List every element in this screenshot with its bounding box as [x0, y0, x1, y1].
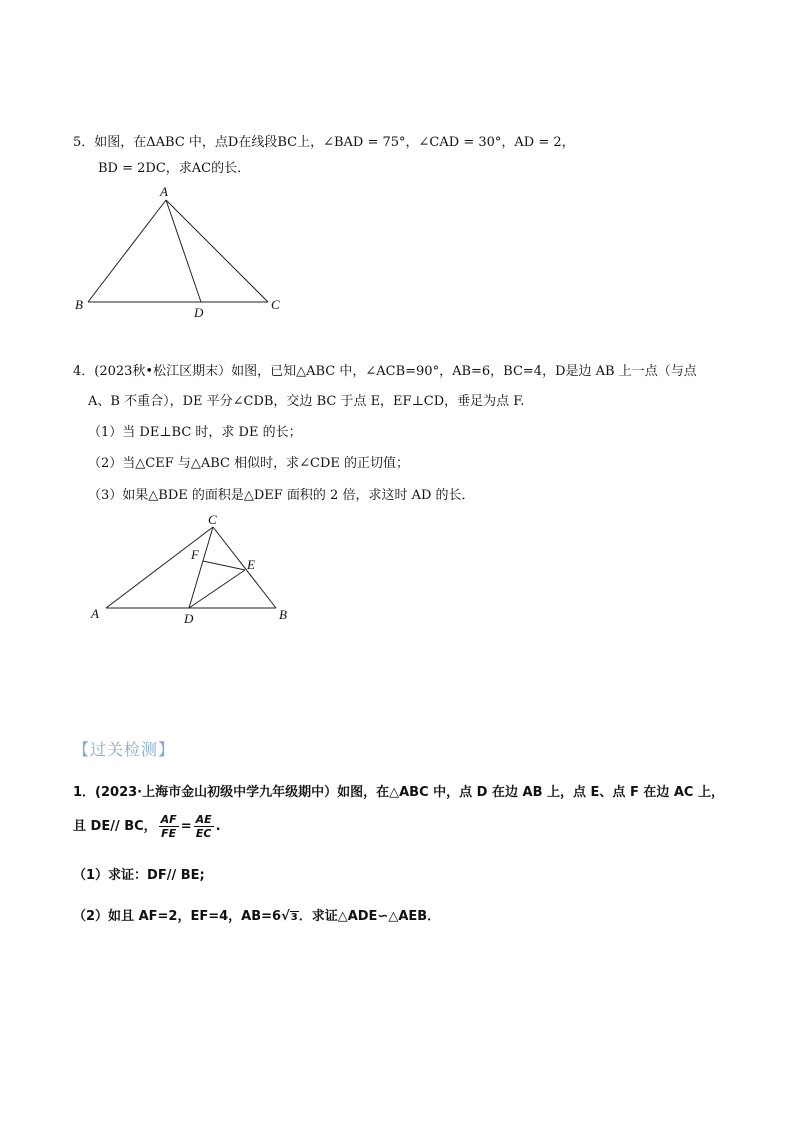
q4-segment-cd [189, 527, 213, 608]
q4-line1: 4．(2023秋•松江区期末）如图，已知△ABC 中，∠ACB=90°，AB=6，BC=4，D是边 AB 上一点（与点 [73, 364, 697, 379]
q4-label-f: F [191, 547, 199, 562]
p1-sub2-suffix: ．求证△ADE∽△AEB． [298, 909, 441, 924]
q4-sub2: （2）当△CEF 与△ABC 相似时，求∠CDE 的正切值； [88, 456, 410, 471]
q5-segment-ad [166, 200, 201, 302]
q4-label-d: D [184, 611, 194, 626]
p1-line2-suffix: . [215, 819, 221, 834]
q4-segment-de [189, 570, 245, 608]
q4-sub1: （1）当 DE⊥BC 时，求 DE 的长； [88, 425, 302, 440]
p1-frac1-den: FE [161, 827, 177, 840]
q4-figure [0, 500, 794, 640]
q5-label-d: D [194, 305, 204, 320]
q5-segment-ac [166, 200, 268, 302]
p1-fraction-af-fe [159, 813, 179, 840]
q5-figure [0, 0, 794, 340]
sqrt-sign-icon: √ [281, 909, 290, 924]
q4-segment-ef [203, 561, 245, 570]
p1-frac1-num: AF [160, 813, 177, 826]
p1-eq: = [180, 819, 192, 834]
q4-label-e: E [247, 557, 255, 572]
p1-fraction-ae-ec [194, 813, 214, 840]
q5-label-a: A [160, 184, 168, 199]
q4-label-a: A [91, 606, 99, 621]
p1-sqrt-value: 3 [290, 912, 298, 923]
section-title: 【过关检测】 [73, 740, 176, 759]
q5-label-b: B [75, 297, 83, 312]
q4-label-b: B [279, 607, 287, 622]
q4-line2: A、B 不重合），DE 平分∠CDB，交边 BC 于点 E，EF⊥CD，垂足为点 F. [88, 394, 525, 409]
q4-segment-cb [213, 527, 276, 608]
p1-line2 [73, 813, 221, 840]
p1-sub1: （1）求证：DF// BE; [73, 868, 205, 883]
p1-frac2-den: EC [195, 827, 212, 840]
q5-label-c: C [271, 297, 280, 312]
p1-sub2-prefix: （2）如且 AF=2，EF=4，AB=6 [73, 909, 282, 924]
p1-line2-prefix: 且 DE// BC， [73, 819, 157, 834]
q5-segment-ab [88, 200, 166, 302]
p1-sub2 [73, 905, 440, 924]
q4-label-c: C [208, 512, 217, 527]
p1-line1: 1．(2023·上海市金山初级中学九年级期中）如图，在△ABC 中，点 D 在边 AB 上，点 E、点 F 在边 AC 上， [73, 785, 724, 800]
q5-line1: 5．如图，在ΔABC 中，点D在线段BC上，∠BAD = 75°，∠CAD = 30°，AD = 2， [73, 135, 575, 150]
q5-line2: BD = 2DC，求AC的长． [98, 161, 251, 176]
p1-frac2-num: AE [195, 813, 212, 826]
q4-segment-ac [106, 527, 213, 608]
q4-sub3: （3）如果△BDE 的面积是△DEF 面积的 2 倍，求这时 AD 的长． [88, 488, 475, 503]
